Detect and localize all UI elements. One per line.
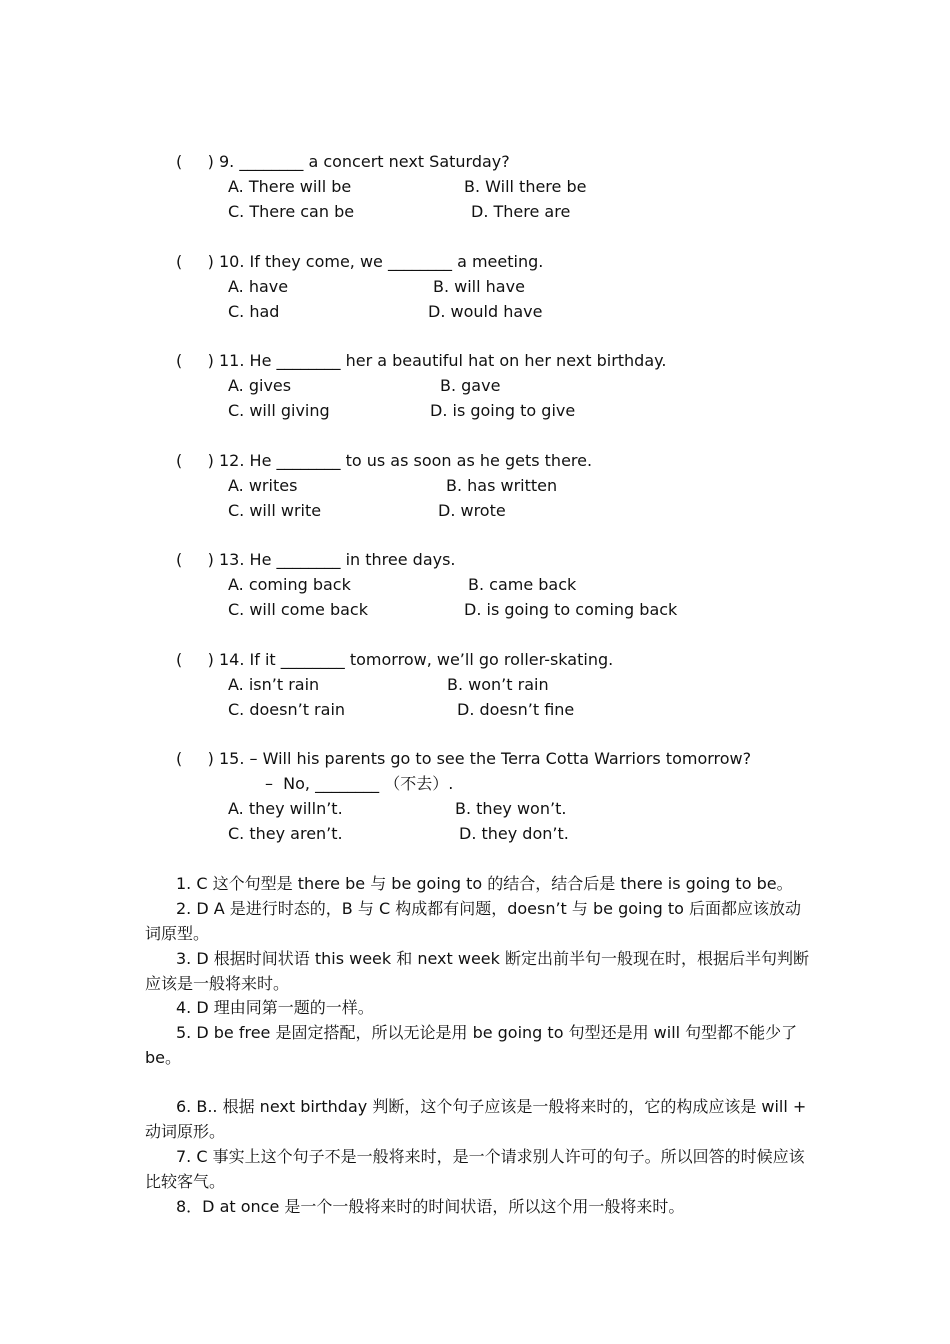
question-15-option-c: C. they aren’t.: [228, 824, 343, 843]
answer-explanation-1: 1. C 这个句型是 there be 与 be going to 的结合，结合后是 there is going to be。: [176, 874, 793, 893]
question-10-option-b: B. will have: [433, 277, 525, 296]
question-14-option-c: C. doesn’t rain: [228, 700, 346, 719]
question-14-option-d: D. doesn’t fine: [457, 700, 575, 719]
question-14-option-b: B. won’t rain: [447, 675, 549, 694]
question-12-option-d: D. wrote: [438, 501, 506, 520]
question-15-option-d: D. they don’t.: [459, 824, 569, 843]
question-12-stem: ( ) 12. He ________ to us as soon as he gets there.: [176, 451, 593, 470]
answer-explanation-7: 7. C 事实上这个句子不是一般将来时，是一个请求别人许可的句子。所以回答的时候应该比较客气。: [145, 1147, 805, 1191]
question-13-option-c: C. will come back: [228, 600, 368, 619]
question-9-option-c: C. There can be: [228, 202, 355, 221]
question-10-option-c: C. had: [228, 302, 280, 321]
question-13-stem: ( ) 13. He ________ in three days.: [176, 550, 456, 569]
question-13-option-d: D. is going to coming back: [464, 600, 678, 619]
question-15-stem: ( ) 15. – Will his parents go to see the Terra Cotta Warriors tomorrow?: [176, 749, 752, 768]
question-12-option-b: B. has written: [446, 476, 558, 495]
question-9-option-b: B. Will there be: [464, 177, 587, 196]
question-9-option-a: A. There will be: [228, 177, 352, 196]
answer-explanation-3: 3. D 根据时间状语 this week 和 next week 断定出前半句一般现在时，根据后半句判断应该是一般将来时。: [145, 949, 809, 993]
question-15-reply: – No, ________ （不去）.: [265, 774, 454, 793]
question-11-option-c: C. will giving: [228, 401, 330, 420]
question-14-option-a: A. isn’t rain: [228, 675, 320, 694]
question-9-stem: ( ) 9. ________ a concert next Saturday?: [176, 152, 510, 171]
question-11-option-a: A. gives: [228, 376, 292, 395]
question-15-option-a: A. they willn’t.: [228, 799, 343, 818]
answer-explanation-5: 5. D be free 是固定搭配，所以无论是用 be going to 句型还是用 will 句型都不能少了 be。: [145, 1023, 798, 1067]
question-12-option-c: C. will write: [228, 501, 322, 520]
question-11-option-d: D. is going to give: [430, 401, 576, 420]
answer-explanation-2: 2. D A 是进行时态的，B 与 C 构成都有问题，doesn’t 与 be going to 后面都应该放动词原型。: [145, 899, 802, 943]
question-12-option-a: A. writes: [228, 476, 298, 495]
answer-explanation-8: 8．D at once 是一个一般将来时的时间状语，所以这个用一般将来时。: [176, 1197, 685, 1216]
question-10-option-a: A. have: [228, 277, 289, 296]
question-13-option-a: A. coming back: [228, 575, 351, 594]
answer-explanation-4: 4. D 理由同第一题的一样。: [176, 998, 374, 1017]
question-14-stem: ( ) 14. If it ________ tomorrow, we’ll go roller-skating.: [176, 650, 614, 669]
question-11-option-b: B. gave: [440, 376, 501, 395]
question-11-stem: ( ) 11. He ________ her a beautiful hat on her next birthday.: [176, 351, 667, 370]
question-15-option-b: B. they won’t.: [455, 799, 567, 818]
answer-explanation-6: 6. B.. 根据 next birthday 判断，这个句子应该是一般将来时的，它的构成应该是 will + 动词原形。: [145, 1097, 807, 1141]
question-9-option-d: D. There are: [471, 202, 571, 221]
question-10-option-d: D. would have: [428, 302, 543, 321]
question-10-stem: ( ) 10. If they come, we ________ a meeting.: [176, 252, 544, 271]
question-13-option-b: B. came back: [468, 575, 577, 594]
